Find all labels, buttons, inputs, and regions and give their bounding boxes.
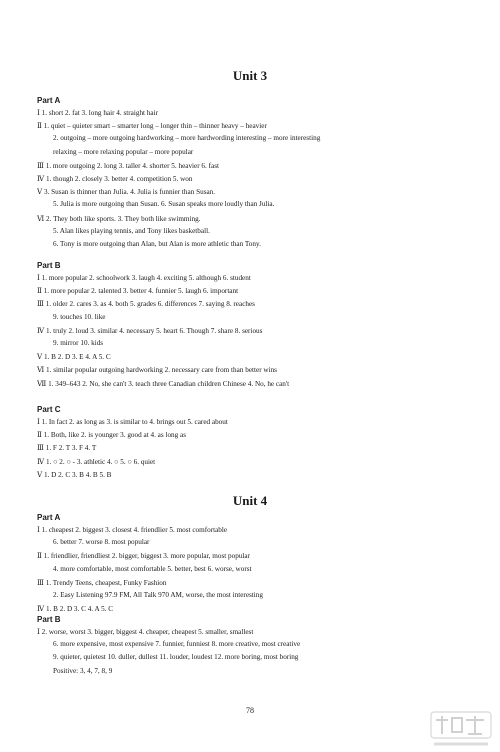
answer-line: Ⅲ 1. more outgoing 2. long 3. taller 4. shorter 5. heavier 6. fast [37, 161, 219, 170]
unit-title: Unit 4 [232, 493, 268, 508]
part-heading: Part B [37, 261, 61, 270]
answer-line: Ⅵ 1. similar popular outgoing hardworking 2. necessary care from than better wins [37, 366, 277, 375]
answer-line: Ⅰ 1. cheapest 2. biggest 3. closest 4. friendlier 5. most comfortable [37, 526, 228, 534]
answer-line: Ⅲ 1. F 2. T 3. F 4. T [37, 444, 97, 453]
answer-line: Ⅲ 1. older 2. cares 3. as 4. both 5. grades 6. differences 7. saying 8. reaches [37, 300, 255, 309]
answer-line: Ⅴ 3. Susan is thinner than Julia. 4. Julia is funnier than Susan. [37, 188, 216, 197]
answer-line: Ⅵ 2. They both like sports. 3. They both like swimming. [37, 214, 201, 223]
answer-line: 6. more expensive, most expensive 7. funnier, funniest 8. more creative, most creative [53, 640, 301, 649]
answer-line: 5. Alan likes playing tennis, and Tony likes basketball. [53, 226, 210, 235]
answer-line: Ⅰ 1. more popular 2. schoolwork 3. laugh 4. exciting 5. although 6. student [37, 274, 251, 282]
answer-line: Ⅳ 1. ○ 2. ○ - 3. athletic 4. ○ 5. ○ 6. quiet [37, 457, 156, 466]
answer-line: Ⅱ 1. friendlier, friendliest 2. bigger, biggest 3. more popular, most popular [37, 552, 251, 561]
part-heading: Part B [37, 615, 61, 624]
answer-line: 6. Tony is more outgoing than Alan, but Alan is more athletic than Tony. [53, 240, 261, 248]
part-heading: Part C [37, 405, 61, 414]
answer-line: 4. more comfortable, most comfortable 5. better, best 6. worse, worst [53, 564, 252, 573]
answer-line: Ⅱ 1. more popular 2. talented 3. better 4. funnier 5. laugh 6. important [37, 287, 239, 296]
part-heading: Part A [37, 513, 61, 522]
watermark-logo-icon [430, 710, 492, 750]
answer-line: Ⅲ 1. Trendy Teens, cheapest, Funky Fashion [37, 578, 167, 587]
answer-line: Positive: 3, 4, 7, 8, 9 [53, 666, 113, 675]
answer-line: Ⅳ 1. B 2. D 3. C 4. A 5. C [37, 605, 114, 614]
answer-line: Ⅰ 1. In fact 2. as long as 3. is similar to 4. brings out 5. cared about [37, 418, 228, 426]
answer-line: 6. better 7. worse 8. most popular [53, 538, 150, 547]
answer-line: Ⅰ 2. worse, worst 3. bigger, biggest 4. cheaper, cheapest 5. smaller, smallest [37, 628, 254, 636]
answer-line: 9. mirror 10. kids [53, 339, 104, 347]
answer-line: 9. touches 10. like [53, 312, 106, 321]
answer-line: 9. quieter, quietest 10. duller, dullest 11. louder, loudest 12. more boring, most boring [53, 653, 299, 662]
answer-line: Ⅳ 1. truly 2. loud 3. similar 4. necessary 5. heart 6. Though 7. share 8. serious [37, 326, 263, 335]
answer-line: relaxing – more relaxing popular – more popular [53, 147, 194, 156]
unit-title: Unit 3 [232, 68, 268, 83]
answer-line: Ⅶ 1. 349–643 2. No, she can't 3. teach three Canadian children Chinese 4. No, he can't [37, 379, 290, 388]
answer-line: Ⅱ 1. Both, like 2. is younger 3. good at 4. as long as [37, 431, 187, 440]
answer-line: Ⅰ 1. short 2. fat 3. long hair 4. straight hair [37, 109, 159, 117]
answer-line: Ⅱ 1. quiet – quieter smart – smarter long – longer thin – thinner heavy – heavier [37, 122, 267, 131]
answer-line: Ⅴ 1. D 2. C 3. B 4. B 5. B [37, 470, 112, 479]
answer-line: 2. outgoing – more outgoing hardworking – more hardwording interesting – more interesting [53, 134, 321, 143]
answer-line: 2. Easy Listening 97.9 FM, All Talk 970 AM, worse, the most interesting [53, 591, 263, 599]
answer-line: 5. Julia is more outgoing than Susan. 6. Susan speaks more loudly than Julia. [53, 200, 275, 209]
part-heading: Part A [37, 96, 61, 105]
page-number: 78 [246, 706, 254, 715]
answer-line: Ⅴ 1. B 2. D 3. E 4. A 5. C [37, 353, 111, 362]
answer-line: Ⅳ 1. though 2. closely 3. better 4. competition 5. won [37, 175, 193, 183]
